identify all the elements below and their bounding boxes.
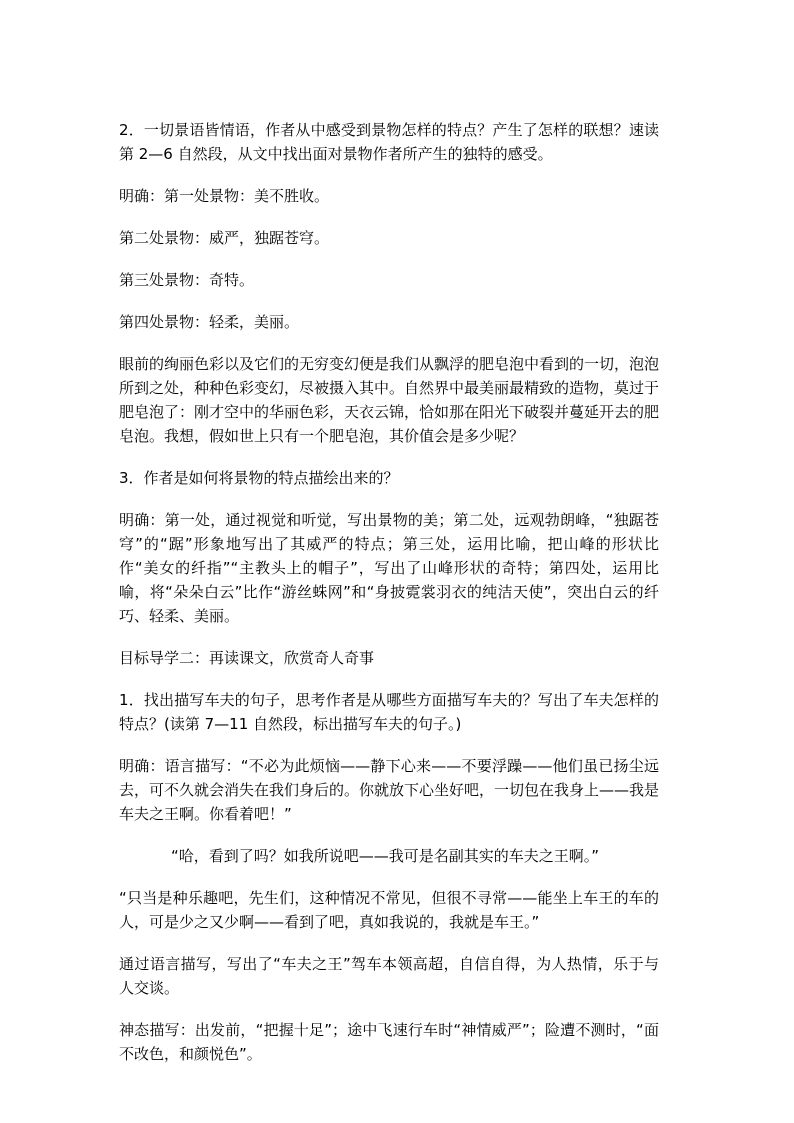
expression-description-paragraph: 神态描写：出发前，“把握十足”；途中飞速行车时“神情威严”；险遭不测时，“面不改色，和颜悦色”。 [119,1021,659,1063]
answer-language-description: 明确：语言描写：“不必为此烦恼——静下心来——不要浮躁——他们虽已扬尘远去，可不久就会消失在我们身后的。你就放下心坐好吧，一切包在我身上——我是车夫之王啊。你看着吧！” [119,757,660,823]
quote-rare-experience: “只当是种乐趣吧，先生们，这种情况不常见，但很不寻常——能坐上车王的车的人，可是少之又少啊——看到了吧，真如我说的，我就是车王。” [119,889,659,931]
answer-scene-4: 第四处景物：轻柔，美丽。 [119,313,300,331]
question-coachman-paragraph: 1．找出描写车夫的句子，思考作者是从哪些方面描写车夫的？写出了车夫怎样的特点？(读第 7—11 自然段，标出描写车夫的句子。) [119,691,659,733]
document-body [119,118,659,1084]
answer-scene-2: 第二处景物：威严，独踞苍穹。 [119,229,330,247]
language-summary-paragraph: 通过语言描写，写出了“车夫之王”驾车本领高超，自信自得，为人热情，乐于与人交谈。 [119,955,659,997]
answer-scene-1: 明确：第一处景物：美不胜收。 [119,187,330,205]
answer-scene-3: 第三处景物：奇特。 [119,271,255,289]
question-2-paragraph: 2．一切景语皆情语，作者从中感受到景物怎样的特点？产生了怎样的联想？速读第 2—6 自然段，从文中找出面对景物作者所产生的独特的感受。 [119,121,659,163]
learning-goal-2-heading: 目标导学二：再读课文，欣赏奇人奇事 [119,649,375,667]
soap-bubble-paragraph: 眼前的绚丽色彩以及它们的无穷变幻便是我们从飘浮的肥皂泡中看到的一切，泡泡所到之处，种种色彩变幻，尽被摄入其中。自然界中最美丽最精致的造物，莫过于肥皂泡了：刚才空中的华丽色彩，天衣云锦，恰如那在阳光下破裂并蔓延开去的肥皂泡。我想，假如世上只有一个肥皂泡，其价值会是多少呢？ [119,355,660,445]
answer-3-paragraph: 明确：第一处，通过视觉和听觉，写出景物的美；第二处，远观勃朗峰，“独踞苍穹”的“踞”形象地写出了其威严的特点；第三处，运用比喻，把山峰的形状比作“美女的纤指”“主教头上的帽子”，写出了山峰形状的奇特；第四处，运用比喻，将“朵朵白云”比作“游丝蛛网”和“身披霓裳羽衣的纯洁天使”，突出白云的纤巧、轻柔、美丽。 [119,511,659,625]
question-3-paragraph: 3．作者是如何将景物的特点描绘出来的？ [119,469,399,487]
quote-coachman-king: “哈，看到了吗？如我所说吧——我可是名副其实的车夫之王啊。” [171,847,600,865]
